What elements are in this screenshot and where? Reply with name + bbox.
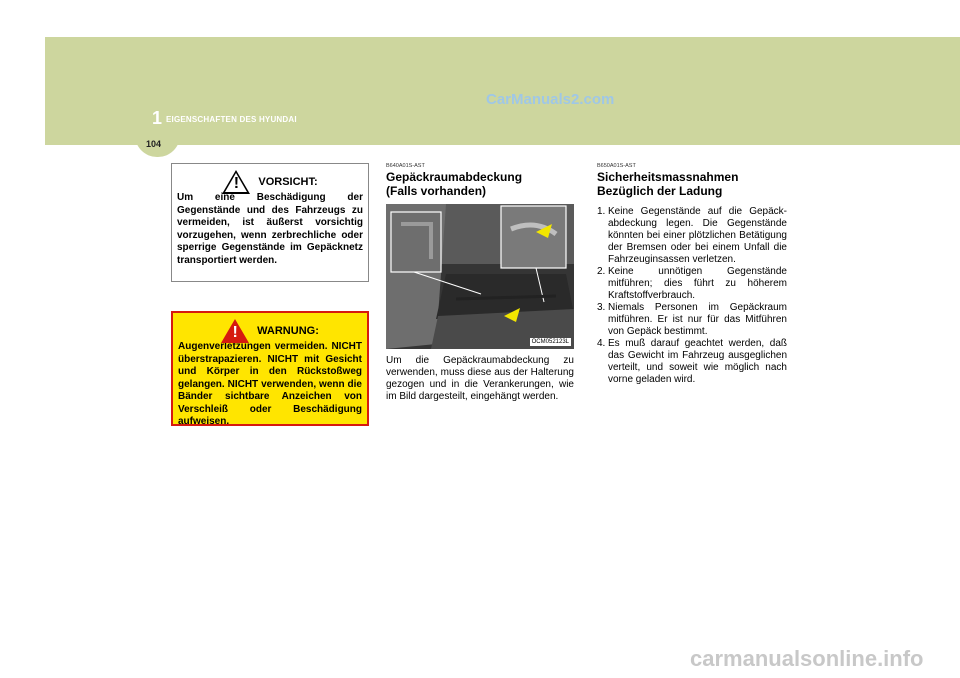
list-item-text: Keine unnötigen Gegenstände mitführen; dies führt zu höherem Kraftstoffverbrauch. bbox=[608, 266, 787, 301]
list-item bbox=[597, 302, 787, 338]
caution-box bbox=[171, 163, 369, 282]
list-item bbox=[597, 206, 787, 266]
caution-text: Um eine Beschädigung der Gegenstände und des Fahrzeugs zu vermeiden, ist äußerst vorsichtig vorzugehen, wenn zerbrechliche oder sperrige Gegenstände im Gepäcknetz transportiert werden. bbox=[177, 192, 363, 266]
list-item-text: Es muß darauf geachtet werden, daß das Gewicht im Fahrzeug ausgeglichen verteilt, und soweit wie möglich nach vorne geladen wird. bbox=[608, 338, 787, 385]
warning-triangle-icon: ! bbox=[222, 170, 250, 194]
warning-text: Augenverletzungen vermeiden. NICHT überstrapazieren. NICHT mit Gesicht und Körper in den Rückstoßweg gelangen. NICHT verwenden, wenn die Bänder sichtbare Anzeichen von Verschleiß oder Beschädigung aufweisen. bbox=[178, 341, 362, 427]
figure-code: OCM052123L bbox=[531, 339, 569, 345]
chapter-number: 1 bbox=[152, 108, 163, 128]
section-text: Um die Gepäckraumabdeckung zu verwenden, muss diese aus der Halterung gezogen und in die Verankerungen, wie im Bild dargesteilt, eingehängt werden. bbox=[386, 355, 574, 402]
list-item-number: 4. bbox=[597, 338, 606, 349]
section-title bbox=[597, 171, 787, 198]
caution-title: VORSICHT: bbox=[258, 176, 318, 188]
warning-box bbox=[171, 311, 369, 426]
cargo-cover-section bbox=[386, 163, 574, 403]
load-safety-list bbox=[597, 206, 787, 386]
watermark-bottom[interactable]: carmanualsonline.info bbox=[690, 646, 924, 671]
section-title-line1: Sicherheitsmassnahmen bbox=[597, 170, 739, 184]
section-code: B640A01S-AST bbox=[386, 163, 425, 169]
list-item bbox=[597, 338, 787, 386]
warning-title: WARNUNG: bbox=[257, 325, 319, 337]
list-item-number: 1. bbox=[597, 206, 606, 217]
warning-triangle-icon: ! bbox=[221, 319, 249, 343]
page-number: 104 bbox=[146, 139, 162, 149]
list-item bbox=[597, 266, 787, 302]
watermark-top[interactable]: CarManuals2.com bbox=[486, 91, 615, 108]
section-code: B650A01S-AST bbox=[597, 163, 636, 169]
list-item-number: 2. bbox=[597, 266, 606, 277]
cargo-area-illustration bbox=[386, 204, 574, 349]
section-title bbox=[386, 171, 574, 198]
section-title-line1: Gepäckraumabdeckung bbox=[386, 170, 523, 184]
list-item-text: Keine Gegenstände auf die Gepäck- abdeckung legen. Die Gegenstände könnten bei einer plötzlichen Betätigung der Bremsen oder bei einem Unfall die Fahrzeuginsassen verletzen. bbox=[608, 206, 787, 265]
section-title-line2: (Falls vorhanden) bbox=[386, 183, 487, 198]
chapter-title: EIGENSCHAFTEN DES HYUNDAI bbox=[166, 115, 297, 124]
load-safety-section bbox=[597, 163, 787, 386]
list-item-text: Niemals Personen im Gepäckraum mitführen. Er ist nur für das Mitführen von Gepäck bestimmt. bbox=[608, 302, 787, 337]
cargo-cover-photo bbox=[386, 204, 574, 349]
section-title-line2: Bezüglich der Ladung bbox=[597, 183, 723, 198]
list-item-number: 3. bbox=[597, 302, 606, 313]
